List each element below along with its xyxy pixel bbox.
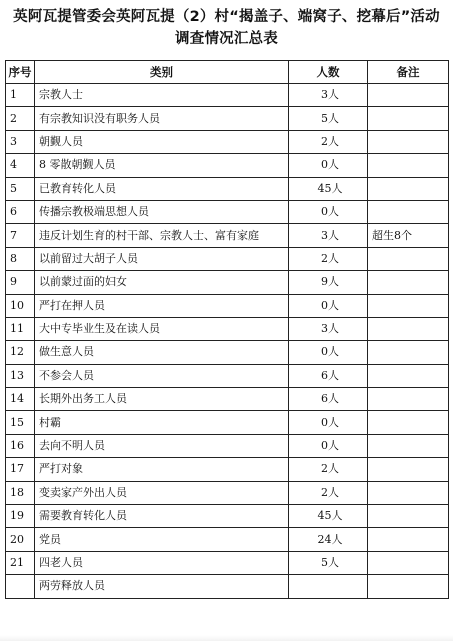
cell-count: 9人 — [289, 271, 368, 294]
cell-category: 村霸 — [35, 411, 289, 434]
cell-serial-number: 7 — [6, 224, 35, 247]
table-row — [6, 575, 449, 598]
cell-note — [368, 528, 449, 551]
cell-category: 严打对象 — [35, 458, 289, 481]
cell-count: 3人 — [289, 224, 368, 247]
cell-note — [368, 364, 449, 387]
cell-category: 党员 — [35, 528, 289, 551]
table-row — [6, 271, 449, 294]
cell-category: 长期外出务工人员 — [35, 388, 289, 411]
cell-category: 宗教人士 — [35, 84, 289, 107]
header-count: 人数 — [289, 61, 368, 84]
cell-serial-number: 10 — [6, 294, 35, 317]
cell-serial-number: 3 — [6, 130, 35, 153]
table-row — [6, 411, 449, 434]
cell-note — [368, 200, 449, 223]
cell-category: 8 零散朝觐人员 — [35, 154, 289, 177]
summary-table — [5, 60, 449, 599]
cell-serial-number: 4 — [6, 154, 35, 177]
cell-count: 2人 — [289, 247, 368, 270]
table-row — [6, 107, 449, 130]
cell-category: 做生意人员 — [35, 341, 289, 364]
cell-count: 24人 — [289, 528, 368, 551]
cell-serial-number: 14 — [6, 388, 35, 411]
table-row — [6, 505, 449, 528]
cell-category: 两劳释放人员 — [35, 575, 289, 598]
header-serial-number: 序号 — [6, 61, 35, 84]
cell-count: 6人 — [289, 364, 368, 387]
table-row — [6, 341, 449, 364]
cell-serial-number: 15 — [6, 411, 35, 434]
table-header-row — [6, 61, 449, 84]
cell-count: 0人 — [289, 434, 368, 457]
table-row — [6, 294, 449, 317]
cell-category: 需要教育转化人员 — [35, 505, 289, 528]
cell-serial-number: 16 — [6, 434, 35, 457]
cell-count: 5人 — [289, 551, 368, 574]
cell-serial-number: 17 — [6, 458, 35, 481]
cell-category: 变卖家产外出人员 — [35, 481, 289, 504]
table-row — [6, 528, 449, 551]
cell-note — [368, 177, 449, 200]
cell-category: 传播宗教极端思想人员 — [35, 200, 289, 223]
cell-count: 2人 — [289, 458, 368, 481]
cell-count: 3人 — [289, 317, 368, 340]
cell-note — [368, 107, 449, 130]
cell-note — [368, 505, 449, 528]
cell-note — [368, 458, 449, 481]
cell-note — [368, 575, 449, 598]
table-body — [6, 84, 449, 599]
cell-category: 违反计划生育的村干部、宗教人士、富有家庭 — [35, 224, 289, 247]
cell-note — [368, 434, 449, 457]
cell-count — [289, 575, 368, 598]
cell-count: 0人 — [289, 411, 368, 434]
cell-serial-number: 20 — [6, 528, 35, 551]
table-row — [6, 364, 449, 387]
cell-note — [368, 411, 449, 434]
cell-count: 3人 — [289, 84, 368, 107]
cell-note: 超生8个 — [368, 224, 449, 247]
cell-serial-number — [6, 575, 35, 598]
cell-serial-number: 2 — [6, 107, 35, 130]
cell-note — [368, 130, 449, 153]
cell-serial-number: 21 — [6, 551, 35, 574]
cell-count: 0人 — [289, 341, 368, 364]
cell-note — [368, 388, 449, 411]
cell-note — [368, 481, 449, 504]
page-bottom-edge — [0, 635, 453, 641]
cell-serial-number: 11 — [6, 317, 35, 340]
cell-note — [368, 294, 449, 317]
cell-count: 0人 — [289, 294, 368, 317]
cell-serial-number: 9 — [6, 271, 35, 294]
cell-serial-number: 1 — [6, 84, 35, 107]
cell-serial-number: 18 — [6, 481, 35, 504]
cell-count: 0人 — [289, 154, 368, 177]
cell-serial-number: 12 — [6, 341, 35, 364]
cell-note — [368, 271, 449, 294]
cell-category: 严打在押人员 — [35, 294, 289, 317]
table-row — [6, 224, 449, 247]
cell-count: 45人 — [289, 177, 368, 200]
cell-count: 6人 — [289, 388, 368, 411]
cell-serial-number: 6 — [6, 200, 35, 223]
table-row — [6, 458, 449, 481]
cell-category: 四老人员 — [35, 551, 289, 574]
cell-serial-number: 8 — [6, 247, 35, 270]
table-row — [6, 154, 449, 177]
table-row — [6, 434, 449, 457]
table-row — [6, 84, 449, 107]
cell-category: 以前留过大胡子人员 — [35, 247, 289, 270]
cell-count: 2人 — [289, 130, 368, 153]
table-row — [6, 200, 449, 223]
cell-serial-number: 19 — [6, 505, 35, 528]
cell-serial-number: 13 — [6, 364, 35, 387]
cell-count: 0人 — [289, 200, 368, 223]
header-category: 类别 — [35, 61, 289, 84]
table-row — [6, 481, 449, 504]
table-row — [6, 388, 449, 411]
cell-note — [368, 551, 449, 574]
document-title: 英阿瓦提管委会英阿瓦提（2）村“揭盖子、端窝子、挖幕后”活动调查情况汇总表 — [13, 9, 440, 47]
cell-category: 朝觐人员 — [35, 130, 289, 153]
cell-note — [368, 154, 449, 177]
cell-count: 2人 — [289, 481, 368, 504]
table-row — [6, 130, 449, 153]
cell-note — [368, 341, 449, 364]
cell-category: 不参会人员 — [35, 364, 289, 387]
table-row — [6, 317, 449, 340]
header-note: 备注 — [368, 61, 449, 84]
table-row — [6, 551, 449, 574]
cell-category: 大中专毕业生及在读人员 — [35, 317, 289, 340]
cell-count: 5人 — [289, 107, 368, 130]
cell-category: 已教育转化人员 — [35, 177, 289, 200]
cell-note — [368, 247, 449, 270]
cell-category: 有宗教知识没有职务人员 — [35, 107, 289, 130]
table-row — [6, 177, 449, 200]
table-row — [6, 247, 449, 270]
cell-count: 45人 — [289, 505, 368, 528]
cell-serial-number: 5 — [6, 177, 35, 200]
cell-category: 去向不明人员 — [35, 434, 289, 457]
cell-note — [368, 84, 449, 107]
cell-category: 以前蒙过面的妇女 — [35, 271, 289, 294]
cell-note — [368, 317, 449, 340]
